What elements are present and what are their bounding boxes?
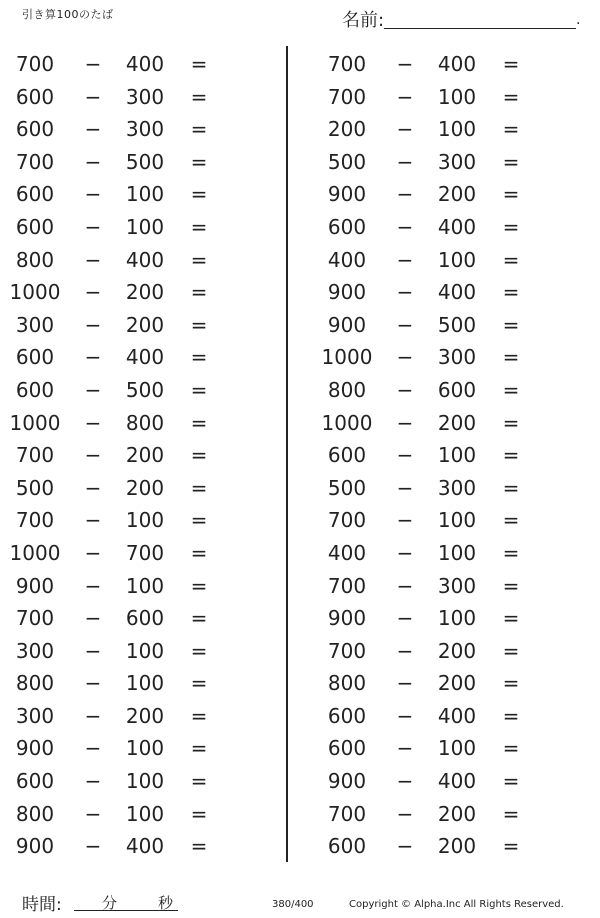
minus-sign: −: [396, 280, 414, 305]
equals-sign: =: [190, 280, 208, 305]
copyright-notice: Copyright © Alpha.Inc All Rights Reserved.: [349, 899, 564, 910]
problem-row: [8, 472, 248, 505]
minus-sign: −: [396, 84, 414, 109]
minuend: 900: [327, 769, 367, 794]
minuend: 300: [15, 312, 55, 337]
problem-row: [8, 244, 248, 277]
worksheet-title: 引き算100のたば: [22, 8, 114, 21]
subtrahend: 100: [437, 606, 477, 631]
time-label: 時間:: [22, 895, 62, 915]
minus-sign: −: [84, 247, 102, 272]
minuend: 1000: [9, 410, 61, 435]
equals-sign: =: [502, 345, 520, 370]
footer: [0, 888, 600, 918]
subtrahend: 100: [125, 769, 165, 794]
minus-sign: −: [84, 84, 102, 109]
equals-sign: =: [190, 508, 208, 533]
minuend: 600: [15, 377, 55, 402]
minus-sign: −: [396, 182, 414, 207]
minuend: 900: [15, 736, 55, 761]
problem-row: [320, 374, 560, 407]
problem-row: [320, 537, 560, 570]
name-label: 名前:: [342, 10, 385, 31]
minus-sign: −: [84, 443, 102, 468]
equals-sign: =: [502, 52, 520, 76]
minuend: 700: [15, 606, 55, 631]
minus-sign: −: [396, 573, 414, 598]
equals-sign: =: [190, 410, 208, 435]
minuend: 300: [15, 703, 55, 728]
minus-sign: −: [396, 117, 414, 142]
minus-sign: −: [84, 638, 102, 663]
equals-sign: =: [190, 769, 208, 794]
problem-row: [320, 113, 560, 146]
minus-sign: −: [84, 377, 102, 402]
minuend: 900: [327, 606, 367, 631]
name-underline: [384, 28, 576, 29]
minus-sign: −: [84, 345, 102, 370]
problem-row: [8, 341, 248, 374]
name-field: [342, 6, 582, 30]
problem-row: [320, 211, 560, 244]
subtrahend: 100: [437, 443, 477, 468]
problem-row: [320, 276, 560, 309]
problem-row: [320, 146, 560, 179]
problem-row: [8, 211, 248, 244]
minus-sign: −: [84, 801, 102, 826]
minus-sign: −: [84, 606, 102, 631]
minuend: 1000: [321, 345, 373, 370]
equals-sign: =: [190, 834, 208, 859]
problem-row: [8, 407, 248, 440]
minus-sign: −: [396, 345, 414, 370]
problem-row: [320, 244, 560, 277]
equals-sign: =: [502, 703, 520, 728]
problem-row: [320, 472, 560, 505]
problem-row: [320, 48, 560, 81]
problem-row: [8, 537, 248, 570]
problem-row: [8, 602, 248, 635]
minus-sign: −: [396, 410, 414, 435]
problem-row: [320, 732, 560, 765]
minuend: 500: [327, 475, 367, 500]
problem-column-right: [320, 48, 560, 863]
problem-row: [8, 113, 248, 146]
subtrahend: 400: [437, 769, 477, 794]
minus-sign: −: [396, 540, 414, 565]
minuend: 800: [15, 247, 55, 272]
minus-sign: −: [396, 769, 414, 794]
problem-row: [320, 341, 560, 374]
problem-row: [320, 570, 560, 603]
subtrahend: 500: [125, 377, 165, 402]
minuend: 1000: [9, 280, 61, 305]
minuend: 600: [15, 214, 55, 239]
equals-sign: =: [502, 606, 520, 631]
minus-sign: −: [84, 182, 102, 207]
problem-row: [8, 374, 248, 407]
minuend: 600: [327, 703, 367, 728]
minus-sign: −: [84, 834, 102, 859]
column-divider: [286, 46, 288, 862]
subtrahend: 100: [125, 214, 165, 239]
minus-sign: −: [84, 214, 102, 239]
page-count: 380/400: [272, 899, 314, 910]
problem-row: [8, 146, 248, 179]
minus-sign: −: [396, 671, 414, 696]
minuend: 500: [15, 475, 55, 500]
problem-row: [8, 309, 248, 342]
equals-sign: =: [502, 671, 520, 696]
subtrahend: 100: [437, 117, 477, 142]
minuend: 700: [327, 84, 367, 109]
equals-sign: =: [190, 573, 208, 598]
problem-row: [320, 700, 560, 733]
minus-sign: −: [84, 540, 102, 565]
equals-sign: =: [502, 769, 520, 794]
equals-sign: =: [190, 149, 208, 174]
minuend: 200: [327, 117, 367, 142]
equals-sign: =: [190, 52, 208, 76]
equals-sign: =: [502, 280, 520, 305]
subtrahend: 600: [125, 606, 165, 631]
minus-sign: −: [84, 52, 102, 76]
minuend: 400: [327, 247, 367, 272]
subtrahend: 400: [125, 834, 165, 859]
minuend: 600: [327, 443, 367, 468]
minuend: 1000: [9, 540, 61, 565]
equals-sign: =: [502, 573, 520, 598]
problem-row: [8, 667, 248, 700]
minus-sign: −: [84, 573, 102, 598]
minus-sign: −: [396, 801, 414, 826]
minuend: 900: [327, 312, 367, 337]
equals-sign: =: [502, 736, 520, 761]
problem-row: [8, 81, 248, 114]
equals-sign: =: [190, 247, 208, 272]
equals-sign: =: [190, 540, 208, 565]
subtrahend: 200: [125, 475, 165, 500]
subtrahend: 100: [125, 671, 165, 696]
minuend: 700: [15, 149, 55, 174]
equals-sign: =: [502, 84, 520, 109]
equals-sign: =: [190, 671, 208, 696]
subtrahend: 100: [437, 247, 477, 272]
equals-sign: =: [502, 834, 520, 859]
minus-sign: −: [84, 769, 102, 794]
minuend: 800: [327, 671, 367, 696]
subtrahend: 100: [437, 84, 477, 109]
equals-sign: =: [190, 443, 208, 468]
minus-sign: −: [396, 443, 414, 468]
subtrahend: 300: [437, 149, 477, 174]
subtrahend: 200: [125, 703, 165, 728]
problem-row: [8, 765, 248, 798]
equals-sign: =: [190, 736, 208, 761]
problem-row: [320, 504, 560, 537]
equals-sign: =: [502, 182, 520, 207]
equals-sign: =: [190, 475, 208, 500]
subtrahend: 200: [437, 410, 477, 435]
minuend: 700: [15, 443, 55, 468]
equals-sign: =: [502, 312, 520, 337]
subtrahend: 100: [125, 801, 165, 826]
minus-sign: −: [396, 638, 414, 663]
problem-row: [320, 602, 560, 635]
equals-sign: =: [502, 638, 520, 663]
equals-sign: =: [190, 345, 208, 370]
name-end-mark: .: [576, 12, 581, 28]
minus-sign: −: [396, 312, 414, 337]
minus-sign: −: [84, 703, 102, 728]
equals-sign: =: [190, 606, 208, 631]
subtrahend: 100: [125, 573, 165, 598]
equals-sign: =: [190, 638, 208, 663]
subtrahend: 200: [437, 638, 477, 663]
minuend: 600: [327, 214, 367, 239]
minus-sign: −: [396, 703, 414, 728]
problem-row: [8, 635, 248, 668]
minuend: 700: [327, 638, 367, 663]
minus-sign: −: [84, 117, 102, 142]
subtrahend: 600: [437, 377, 477, 402]
minus-sign: −: [396, 834, 414, 859]
subtrahend: 200: [437, 834, 477, 859]
minus-sign: −: [396, 377, 414, 402]
minus-sign: −: [396, 52, 414, 76]
subtrahend: 200: [125, 312, 165, 337]
equals-sign: =: [502, 443, 520, 468]
minus-sign: −: [84, 508, 102, 533]
equals-sign: =: [502, 801, 520, 826]
subtrahend: 400: [437, 52, 477, 76]
minuend: 400: [327, 540, 367, 565]
subtrahend: 400: [125, 345, 165, 370]
equals-sign: =: [502, 117, 520, 142]
subtrahend: 500: [437, 312, 477, 337]
subtrahend: 300: [437, 573, 477, 598]
minuend: 600: [15, 345, 55, 370]
minute-label: 分: [102, 894, 118, 912]
minuend: 600: [327, 834, 367, 859]
subtrahend: 100: [125, 638, 165, 663]
minuend: 600: [15, 117, 55, 142]
minus-sign: −: [84, 149, 102, 174]
second-label: 秒: [158, 894, 174, 912]
minuend: 600: [15, 769, 55, 794]
problem-row: [320, 798, 560, 831]
minus-sign: −: [396, 149, 414, 174]
equals-sign: =: [190, 312, 208, 337]
problem-row: [320, 635, 560, 668]
problem-row: [8, 178, 248, 211]
problem-row: [8, 276, 248, 309]
subtrahend: 200: [437, 801, 477, 826]
problem-row: [320, 830, 560, 863]
subtrahend: 300: [437, 475, 477, 500]
subtrahend: 200: [437, 671, 477, 696]
minus-sign: −: [84, 475, 102, 500]
minuend: 700: [327, 801, 367, 826]
equals-sign: =: [190, 84, 208, 109]
subtrahend: 100: [125, 736, 165, 761]
subtrahend: 400: [437, 703, 477, 728]
equals-sign: =: [190, 117, 208, 142]
problem-row: [320, 765, 560, 798]
minus-sign: −: [396, 475, 414, 500]
subtrahend: 500: [125, 149, 165, 174]
minus-sign: −: [84, 312, 102, 337]
problem-row: [320, 81, 560, 114]
problem-row: [320, 667, 560, 700]
subtrahend: 300: [125, 84, 165, 109]
equals-sign: =: [502, 149, 520, 174]
minuend: 600: [15, 84, 55, 109]
equals-sign: =: [190, 182, 208, 207]
problem-row: [8, 732, 248, 765]
minus-sign: −: [84, 736, 102, 761]
subtrahend: 200: [125, 443, 165, 468]
problem-row: [320, 407, 560, 440]
subtrahend: 100: [437, 508, 477, 533]
minuend: 900: [15, 834, 55, 859]
equals-sign: =: [502, 508, 520, 533]
minuend: 600: [15, 182, 55, 207]
equals-sign: =: [502, 540, 520, 565]
minus-sign: −: [396, 606, 414, 631]
minuend: 800: [327, 377, 367, 402]
minus-sign: −: [396, 214, 414, 239]
problem-row: [8, 700, 248, 733]
minuend: 900: [15, 573, 55, 598]
minuend: 700: [327, 573, 367, 598]
minus-sign: −: [396, 247, 414, 272]
equals-sign: =: [190, 377, 208, 402]
equals-sign: =: [502, 247, 520, 272]
subtrahend: 100: [125, 508, 165, 533]
minuend: 900: [327, 182, 367, 207]
subtrahend: 700: [125, 540, 165, 565]
subtrahend: 100: [437, 736, 477, 761]
subtrahend: 400: [125, 247, 165, 272]
problem-row: [320, 178, 560, 211]
subtrahend: 800: [125, 410, 165, 435]
subtrahend: 400: [437, 280, 477, 305]
problem-row: [8, 48, 248, 81]
minuend: 800: [15, 801, 55, 826]
minuend: 1000: [321, 410, 373, 435]
minus-sign: −: [84, 671, 102, 696]
minuend: 600: [327, 736, 367, 761]
subtrahend: 300: [437, 345, 477, 370]
minuend: 800: [15, 671, 55, 696]
problem-row: [320, 439, 560, 472]
minus-sign: −: [396, 736, 414, 761]
equals-sign: =: [190, 214, 208, 239]
minus-sign: −: [84, 280, 102, 305]
problem-row: [8, 830, 248, 863]
equals-sign: =: [190, 703, 208, 728]
minus-sign: −: [84, 410, 102, 435]
minuend: 700: [15, 52, 55, 76]
subtrahend: 300: [125, 117, 165, 142]
minuend: 900: [327, 280, 367, 305]
problem-row: [8, 570, 248, 603]
problem-column-left: [8, 48, 248, 863]
problem-row: [8, 439, 248, 472]
minuend: 300: [15, 638, 55, 663]
minuend: 500: [327, 149, 367, 174]
equals-sign: =: [502, 214, 520, 239]
subtrahend: 400: [437, 214, 477, 239]
equals-sign: =: [502, 475, 520, 500]
subtrahend: 100: [437, 540, 477, 565]
subtrahend: 400: [125, 52, 165, 76]
subtrahend: 200: [437, 182, 477, 207]
subtrahend: 100: [125, 182, 165, 207]
subtrahend: 200: [125, 280, 165, 305]
problem-row: [320, 309, 560, 342]
minuend: 700: [327, 52, 367, 76]
problem-row: [8, 504, 248, 537]
problem-row: [8, 798, 248, 831]
equals-sign: =: [502, 377, 520, 402]
minus-sign: −: [396, 508, 414, 533]
minuend: 700: [15, 508, 55, 533]
equals-sign: =: [190, 801, 208, 826]
equals-sign: =: [502, 410, 520, 435]
minuend: 700: [327, 508, 367, 533]
